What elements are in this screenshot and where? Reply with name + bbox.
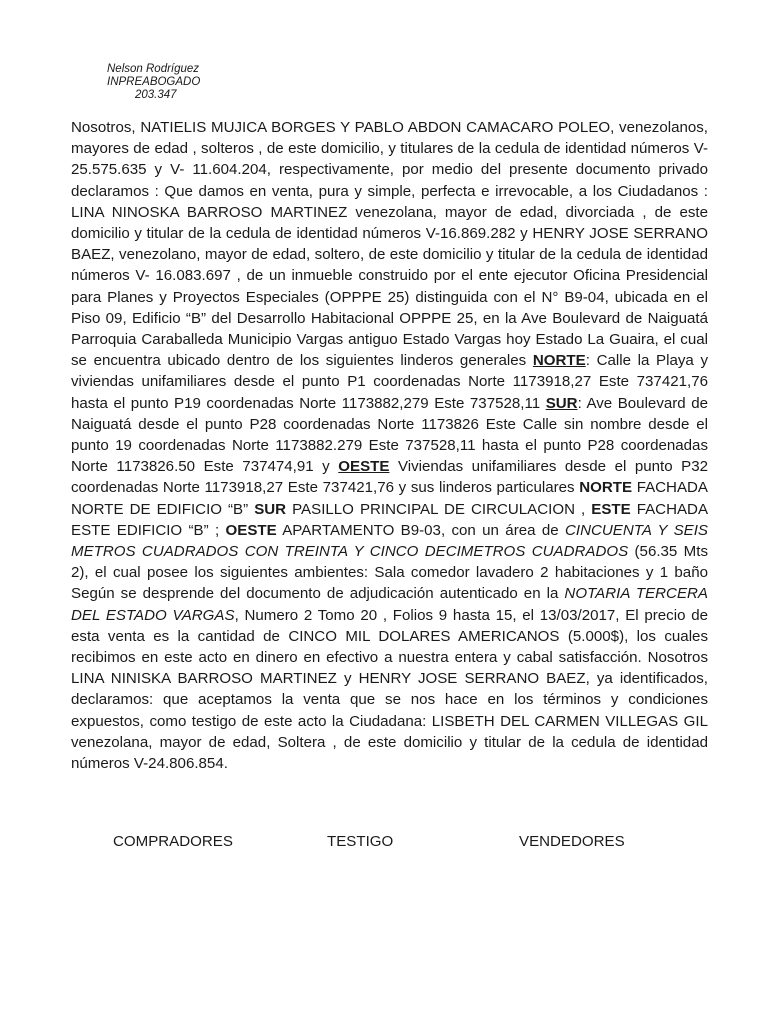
body-text-segment: PASILLO PRINCIPAL DE CIRCULACION ,	[286, 500, 592, 518]
body-text-segment: : Ave Boulevard de Naiguatá desde el punto P28 coordenadas Norte 1173826 Este Calle sin nombre desde el punto 19 coordenadas Norte 1173882.279 Este 737528,11 hasta el punto P28 coordenadas Norte 1173826.50 Este 737474,91 y	[71, 394, 708, 476]
boundary-oeste-particular: OESTE	[225, 521, 277, 539]
body-text-segment: FACHADA ESTE EDIFICIO “B” ;	[71, 500, 709, 539]
body-text-segment: Nosotros, NATIELIS MUJICA BORGES Y PABLO ABDON CAMACARO POLEO, venezolanos, mayores de edad , solteros , de este domicilio, y titulares de la cedula de identidad números V-25.575.635 y V- 11.604.204, respectivamente, por medio del presente documento privado declaramos : Que damos en venta, pura y simple, perfecta e irrevocable, a los Ciudadanos : LINA NINOSKA BARROSO MARTINEZ venezolana, mayor de edad, divorciada , de este domicilio y titular de la cedula de identidad números V-16.869.282 y HENRY JOSE SERRANO BAEZ, venezolano, mayor de edad, soltero, de este domicilio y titular de la cedula de identidad números V- 16.083.697 , de un inmueble construido por el ente ejecutor Oficina Presidencial para Planes y Proyectos Especiales (OPPPE 25) distinguida con el N° B9-04, ubicada en el Piso 09, Edificio “B” del Desarrollo Habitacional OPPPE 25, en la Ave Boulevard de Naiguatá Parroquia Caraballeda Municipio Vargas antiguo Estado Vargas hoy Estado La Guaira, el cual se encuentra ubicado dentro de los siguientes linderos generales	[71, 119, 708, 370]
lawyer-number: 203.347	[135, 89, 177, 101]
boundary-norte-general: NORTE	[532, 352, 586, 370]
body-text-segment: FACHADA NORTE DE EDIFICIO “B”	[71, 479, 708, 518]
body-text-segment: APARTAMENTO B9-03, con un área de	[276, 521, 565, 539]
boundary-norte-particular: NORTE	[579, 479, 633, 497]
boundary-sur-general: SUR	[545, 394, 578, 412]
body-text-segment: : Calle la Playa y viviendas unifamiliares desde el punto P1 coordenadas Norte 1173918,27 Este 737421,76 hasta el punto P19 coordenadas Norte 1173882,279 Este 737528,11	[71, 352, 708, 412]
signature-sellers: VENDEDORES	[519, 833, 625, 850]
notary-name: NOTARIA TERCERA DEL ESTADO VARGAS	[71, 585, 708, 624]
boundary-este-particular: ESTE	[591, 500, 631, 518]
document-body	[71, 117, 708, 774]
boundary-sur-particular: SUR	[254, 500, 287, 518]
lawyer-role: INPREABOGADO	[107, 76, 201, 88]
body-text-segment: Viviendas unifamiliares desde el punto P32 coordenadas Norte 1173918,27 Este 737421,76 y sus linderos particulares	[71, 458, 708, 497]
boundary-oeste-general: OESTE	[338, 458, 390, 476]
lawyer-name: Nelson Rodríguez	[107, 63, 200, 75]
body-text-segment: (56.35 Mts 2), el cual posee los siguientes ambientes: Sala comedor lavadero 2 habitaciones y 1 baño Según se desprende del documento de adjudicación autenticado en la	[71, 543, 708, 603]
signature-buyers: COMPRADORES	[113, 833, 233, 850]
lawyer-header	[107, 63, 200, 102]
area-in-words: CINCUENTA Y SEIS METROS CUADRADOS CON TREINTA Y CINCO DECIMETROS CUADRADOS	[71, 521, 708, 561]
signature-witness: TESTIGO	[327, 833, 394, 850]
body-text-segment: , Numero 2 Tomo 20 , Folios 9 hasta 15, el 13/03/2017, El precio de esta venta es la cantidad de CINCO MIL DOLARES AMERICANOS (5.000$), los cuales recibimos en este acto en dinero en efectivo a nuestra entera y cabal satisfacción. Nosotros LINA NINISKA BARROSO MARTINEZ y HENRY JOSE SERRANO BAEZ, ya identificados, declaramos: que aceptamos la venta que se nos hace en los términos y condiciones expuestos, como testigo de este acto la Ciudadana: LISBETH DEL CARMEN VILLEGAS GIL venezolana, mayor de edad, Soltera , de este domicilio y titular de la cedula de identidad números V-24.806.854.	[71, 606, 708, 773]
